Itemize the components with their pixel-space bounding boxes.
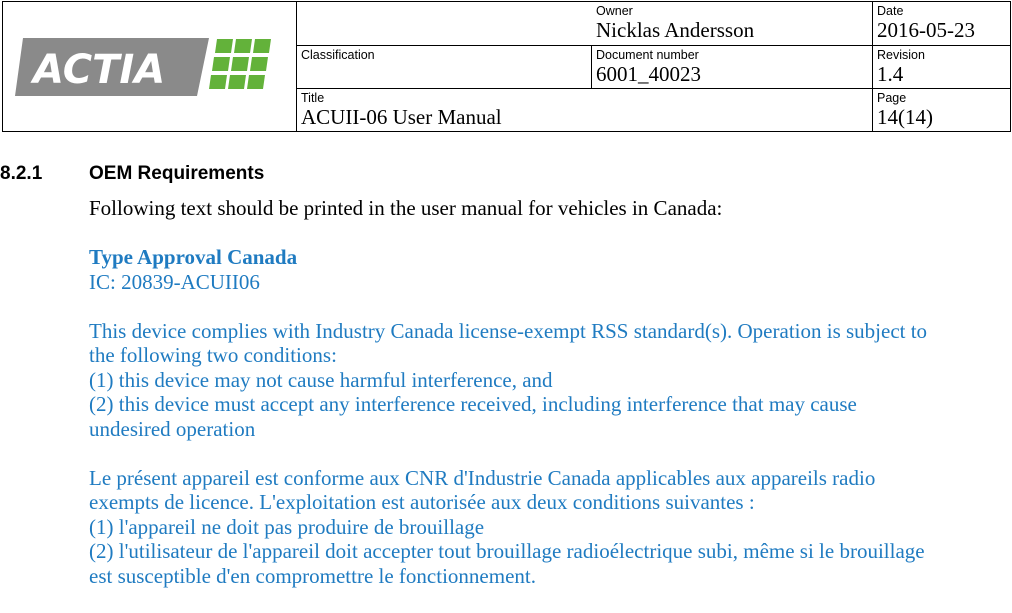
- page-label: Page: [877, 91, 907, 105]
- owner-value: Nicklas Andersson: [596, 18, 755, 42]
- revision-cell: [873, 46, 1011, 89]
- fr-line: (2) l'utilisateur de l'appareil doit accepter tout brouillage radioélectrique subi, même si le brouillage: [89, 539, 925, 563]
- logo-cell: [3, 2, 297, 132]
- docnum-label: Document number: [596, 48, 699, 62]
- fr-line: (1) l'appareil ne doit pas produire de brouillage: [89, 514, 485, 539]
- docnum-cell: [592, 46, 873, 89]
- spacer: [89, 221, 1009, 246]
- en-line: This device complies with Industry Canada license-exempt RSS standard(s). Operation is subject to: [89, 318, 928, 343]
- section-title: OEM Requirements: [89, 163, 265, 184]
- ic-number: IC: 20839-ACUII06: [89, 269, 260, 294]
- actia-logo: [13, 35, 296, 99]
- logo-green-grid: [209, 39, 271, 89]
- fr-line: est susceptible d'en compromettre le fonctionnement.: [89, 563, 536, 588]
- approval-heading: Type Approval Canada: [89, 245, 298, 269]
- title-cell: [297, 89, 873, 132]
- logo-wordmark: ACTIA: [33, 46, 166, 93]
- classification-label: Classification: [301, 48, 375, 62]
- logo-registered-mark: ®: [188, 45, 203, 64]
- date-cell: [873, 2, 1011, 46]
- owner-label: Owner: [596, 4, 633, 18]
- section-heading: [0, 162, 264, 186]
- section-number: 8.2.1: [0, 163, 43, 184]
- en-line: (2) this device must accept any interference received, including interference that may cause: [89, 392, 857, 416]
- en-line: undesired operation: [89, 416, 256, 441]
- en-line: the following two conditions:: [89, 343, 337, 367]
- classification-cell: [297, 46, 592, 89]
- owner-block: [297, 1, 873, 45]
- intro-text: Following text should be printed in the user manual for vehicles in Canada:: [89, 196, 723, 220]
- spacer: [89, 294, 1009, 319]
- title-value: ACUII-06 User Manual: [301, 105, 502, 129]
- page-value: 14(14): [877, 105, 934, 129]
- section-content: [89, 196, 1009, 588]
- revision-value: 1.4: [877, 62, 904, 86]
- title-label: Title: [301, 91, 325, 105]
- date-value: 2016-05-23: [877, 18, 976, 42]
- en-line: (1) this device may not cause harmful interference, and: [89, 367, 553, 392]
- revision-label: Revision: [877, 48, 925, 62]
- fr-line: exempts de licence. L'exploitation est autorisée aux deux conditions suivantes :: [89, 490, 755, 514]
- date-label: Date: [877, 4, 904, 18]
- docnum-value: 6001_40023: [596, 62, 701, 86]
- fr-line: Le présent appareil est conforme aux CNR d'Industrie Canada applicables aux appareils radio: [89, 465, 876, 490]
- spacer: [89, 441, 1009, 466]
- page-cell: [873, 89, 1011, 132]
- actia-logo-icon: [13, 35, 275, 99]
